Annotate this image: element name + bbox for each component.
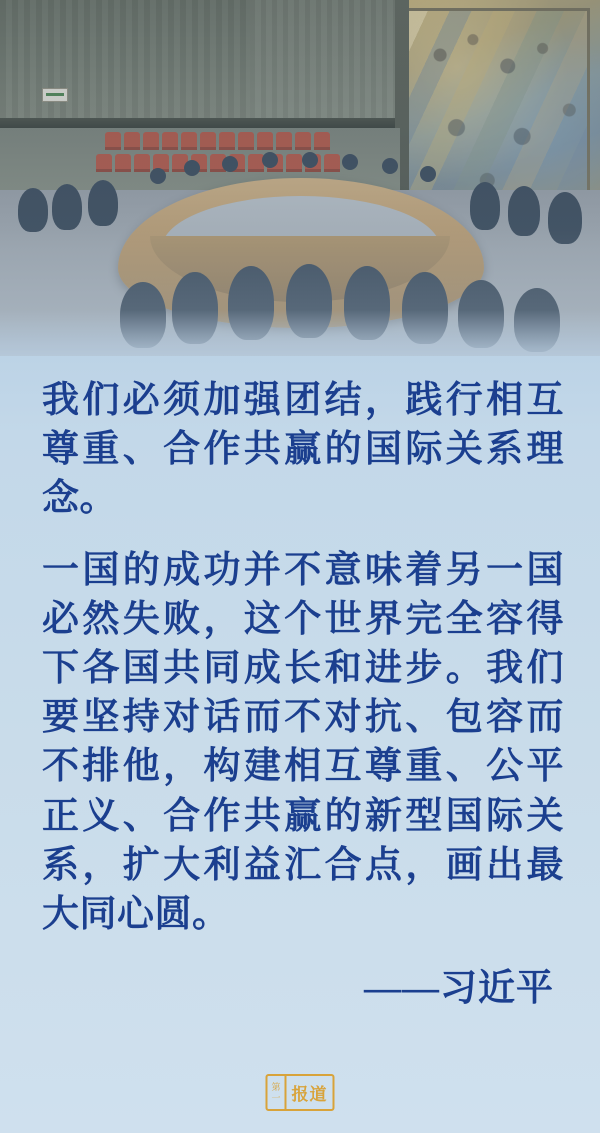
brand-logo-char-1: 第 (271, 1082, 281, 1093)
brand-logo-text: 报道 (291, 1085, 328, 1104)
brand-logo-right (287, 1076, 333, 1109)
quote-paragraph-2: 一国的成功并不意味着另一国必然失败，这个世界完全容得下各国共同成长和进步。我们要坚持对话而不对抗、包容而不排他，构建相互尊重、公平正义、合作共赢的新型国际关系，扩大利益汇合点，画出最大同心圆。 (42, 549, 564, 936)
quote-attribution: ——习近平 (364, 968, 554, 1010)
quote-paragraph-1: 我们必须加强团结，践行相互尊重、合作共赢的国际关系理念。 (42, 380, 564, 520)
brand-logo-left (267, 1076, 286, 1109)
brand-logo (265, 1074, 334, 1111)
quote-section (0, 356, 600, 1133)
photo-illustration (0, 0, 600, 380)
quote-block (42, 376, 564, 1011)
brand-logo-char-2: 一 (271, 1092, 281, 1103)
header-photo (0, 0, 600, 380)
